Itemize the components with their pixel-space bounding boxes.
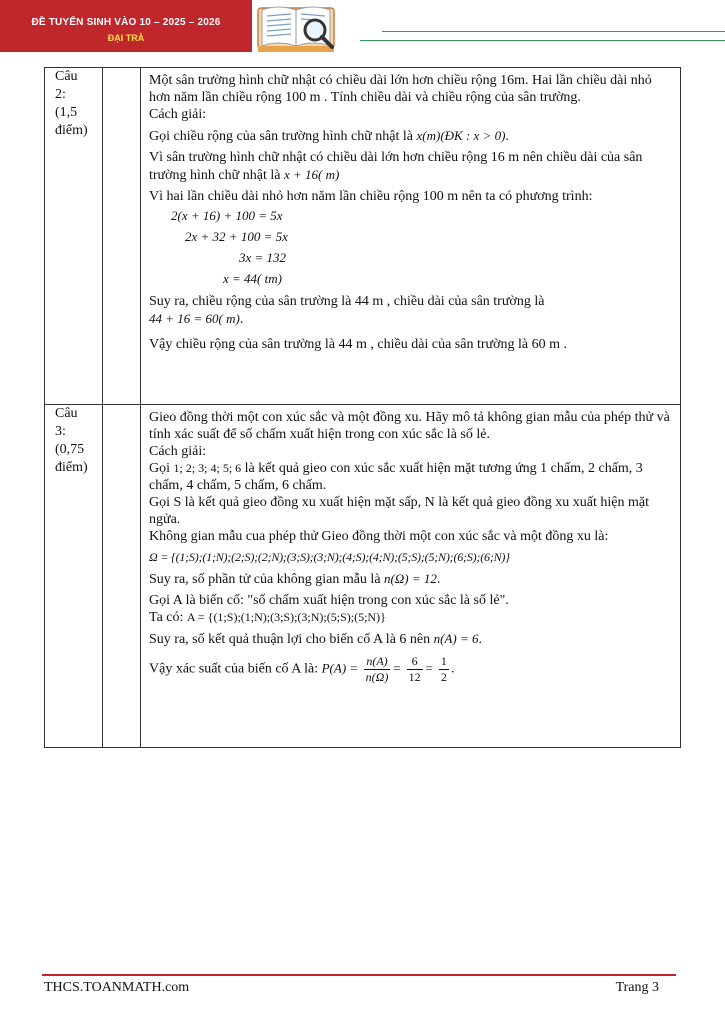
problem-statement: Một sân trường hình chữ nhật có chiều dài lớn hơn chiều rộng 16m. Hai lần chiều dài nhỏ hơn năm lần chiều rộng 100 m . Tính chiều dài và chiều rộng của sân trường.: [149, 73, 652, 105]
answer-table: [44, 67, 681, 748]
table-row: [45, 405, 681, 748]
book-magnifier-icon: [256, 0, 340, 58]
solution-cell: [141, 405, 681, 748]
step-text: Gọi 1; 2; 3; 4; 5; 6 là kết quả gieo con xúc sắc xuất hiện mặt tương ứng 1 chấm, 2 chấm, 3 chấm, 4 chấm, 5 chấm, 6 chấm.: [149, 461, 643, 493]
step-text: Suy ra, chiều rộng của sân trường là 44 m , chiều dài của sân trường là 44 + 16 = 60( m).: [149, 294, 545, 327]
step-text: Ta có: A = {(1;S);(1;N);(3;S);(3;N);(5;S);(5;N)}: [149, 610, 386, 625]
fraction: $\frac{n(A)}{n(\Omega)}$: [365, 654, 389, 684]
header-title: ĐỀ TUYỂN SINH VÀO 10 – 2025 – 2026: [31, 17, 221, 28]
method-label: Cách giải:: [149, 444, 207, 459]
step-text: Suy ra, số phần tử của không gian mẫu là n(Ω) = 12.: [149, 571, 441, 587]
problem-statement: Gieo đồng thời một con xúc sắc và một đồng xu. Hãy mô tả không gian mẫu của phép thử và tính xác suất để số chấm xuất hiện trong con xúc sắc là số lẻ.: [149, 410, 670, 442]
step-text: Gọi A là biến cố: "số chấm xuất hiện trong con xúc sắc là số lẻ".: [149, 593, 509, 608]
step-text: Không gian mẫu cua phép thử Gieo đồng thời một con xúc sắc và một đồng xu là:: [149, 529, 609, 544]
sample-space: Ω = {(1;S);(1;N);(2;S);(2;N);(3;S);(3;N);(4;S);(4;N);(5;S);(5;N);(6;S);(6;N)}: [149, 550, 510, 564]
step-text: Suy ra, số kết quả thuận lợi cho biến cố A là 6 nên n(A) = 6.: [149, 631, 483, 647]
equation: x = 44( tm): [223, 271, 282, 286]
empty-cell: [103, 405, 141, 748]
question-label: Câu 2: (1,5 điểm): [45, 68, 103, 405]
fraction: $\frac{6}{12}$: [408, 654, 421, 684]
step-text: Gọi chiều rộng của sân trường hình chữ nhật là x(m)(ĐK : x > 0).: [149, 128, 509, 144]
step-text: Vì hai lần chiều dài nhỏ hơn năm lần chiều rộng 100 m nên ta có phương trình:: [149, 189, 593, 204]
footer-site: THCS.TOANMATH.com: [44, 980, 190, 995]
equation: 2(x + 16) + 100 = 5x: [171, 208, 283, 223]
header-banner: [0, 0, 252, 52]
table-row: [45, 68, 681, 405]
fraction: $\frac{1}{2}$: [440, 654, 447, 684]
page-number: Trang 3: [615, 980, 659, 995]
footer-rule: [42, 974, 676, 976]
header-rule-top: [382, 31, 725, 32]
header-subtitle: ĐẠI TRÀ: [107, 33, 145, 43]
method-label: Cách giải:: [149, 107, 207, 122]
equation: 2x + 32 + 100 = 5x: [185, 229, 288, 244]
probability-result: Vậy xác suất của biến cố A là: P(A) = $\frac{n(A)}{n(\Omega)}$ = $\frac{6}{12}$ = $\frac{1}{2}$ .: [149, 654, 455, 684]
step-text: Gọi S là kết quả gieo đồng xu xuất hiện mặt sấp, N là kết quả gieo đồng xu xuất hiện mặt ngửa.: [149, 495, 650, 527]
solution-cell: [141, 68, 681, 405]
header-rule-bottom: [360, 40, 725, 41]
question-label: Câu 3: (0,75 điểm): [45, 405, 103, 748]
empty-cell: [103, 68, 141, 405]
conclusion: Vậy chiều rộng của sân trường là 44 m , chiều dài của sân trường là 60 m .: [149, 337, 567, 352]
equation: 3x = 132: [239, 250, 287, 265]
step-text: Vì sân trường hình chữ nhật có chiều dài lớn hơn chiều rộng 16 m nên chiều dài của sân trường hình chữ nhật là x + 16( m): [149, 150, 643, 183]
